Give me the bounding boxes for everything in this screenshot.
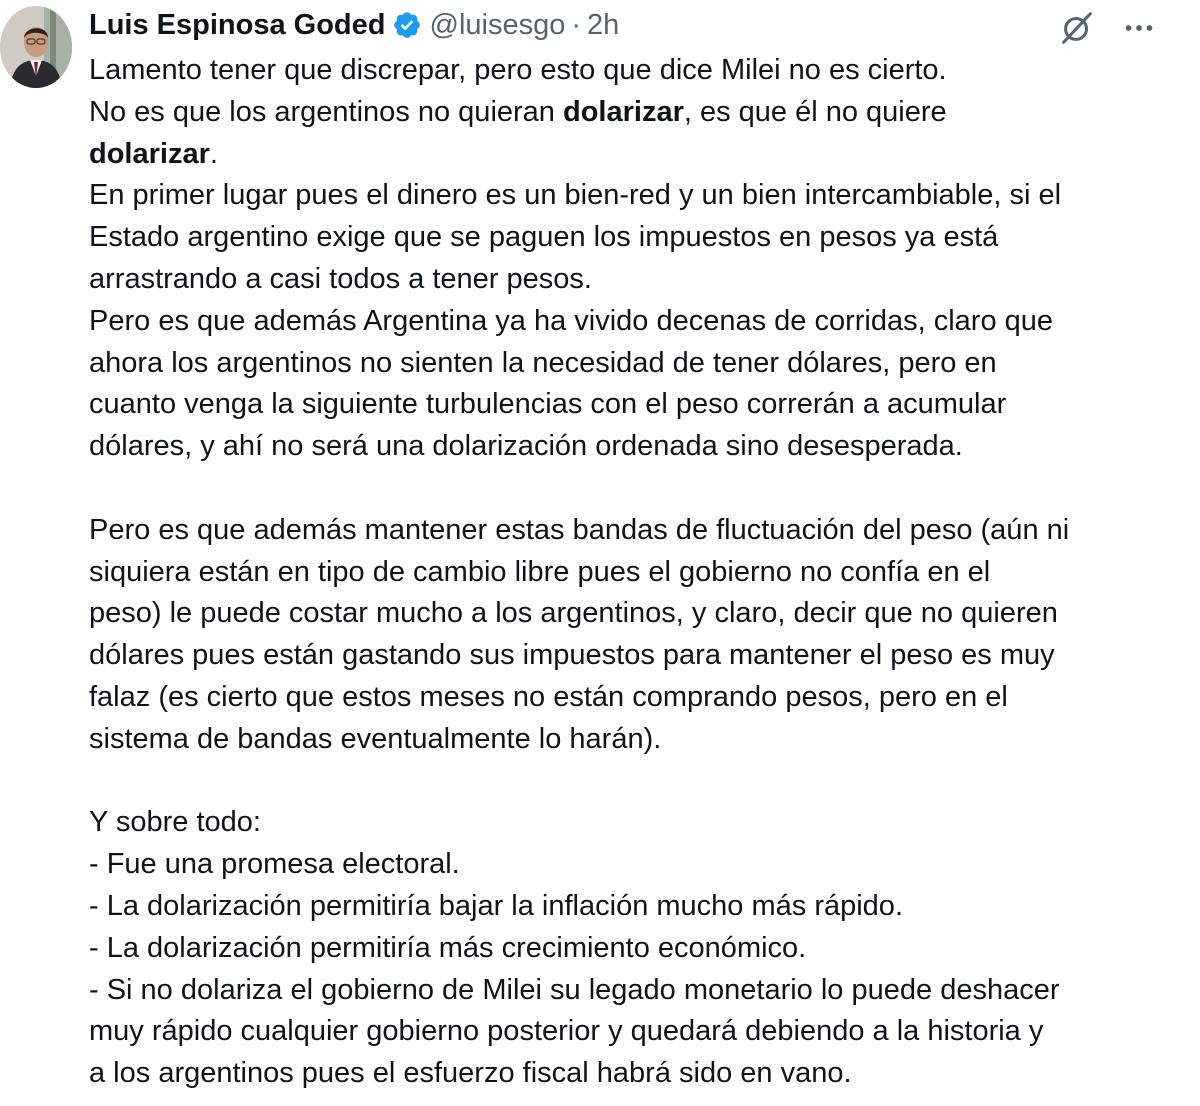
more-options-icon[interactable] — [1119, 8, 1159, 48]
tweet-line: Estado argentino exige que se paguen los impuestos en pesos ya está — [89, 221, 999, 254]
bold-term: dolarizar — [562, 95, 684, 128]
author-handle[interactable]: @luisesgo — [429, 9, 566, 41]
author-name[interactable]: Luis Espinosa Goded — [89, 9, 386, 41]
tweet-line — [89, 92, 1189, 134]
tweet-text-segment: . — [209, 137, 218, 170]
header-actions — [1057, 8, 1159, 48]
tweet-line: siquiera están en tipo de cambio libre pues el gobierno no confía en el — [89, 555, 991, 588]
tweet-line: muy rápido cualquier gobierno posterior y quedará debiendo a la historia y — [89, 1015, 1044, 1048]
tweet-line: sistema de bandas eventualmente lo harán). — [89, 722, 662, 755]
grok-icon[interactable] — [1057, 8, 1097, 48]
tweet-line: - La dolarización permitiría más crecimiento económico. — [89, 931, 807, 964]
tweet-timestamp[interactable]: 2h — [587, 9, 620, 41]
tweet-line: dólares pues están gastando sus impuestos para mantener el peso es muy — [89, 639, 1055, 672]
paragraph-gap — [89, 468, 1189, 510]
tweet-line: Pero es que además mantener estas bandas de fluctuación del peso (aún ni — [89, 513, 1070, 546]
tweet-text-segment: No es que los argentinos no quieran — [89, 95, 563, 128]
verified-badge-icon[interactable] — [392, 10, 422, 40]
avatar[interactable] — [0, 6, 72, 88]
tweet-line: ahora los argentinos no sienten la necesidad de tener dólares, pero en — [89, 346, 997, 379]
tweet-line: - Si no dolariza el gobierno de Milei su legado monetario lo puede deshacer — [89, 973, 1060, 1006]
tweet-line: arrastrando a casi todos a tener pesos. — [89, 262, 592, 295]
tweet-line: En primer lugar pues el dinero es un bien-red y un bien intercambiable, si el — [89, 179, 1062, 212]
tweet-text-segment: , es que él no quiere — [683, 95, 947, 128]
tweet-line: - La dolarización permitiría bajar la inflación mucho más rápido. — [89, 889, 903, 922]
tweet-line: Pero es que además Argentina ya ha vivido decenas de corridas, claro que — [89, 304, 1054, 337]
bold-term: dolarizar — [89, 137, 210, 170]
paragraph-gap — [89, 761, 1189, 803]
tweet-line: cuanto venga la siguiente turbulencias con el peso correrán a acumular — [89, 388, 1007, 421]
tweet-content — [89, 0, 1189, 1095]
tweet-line: a los argentinos pues el esfuerzo fiscal habrá sido en vano. — [89, 1057, 852, 1090]
tweet-line: Lamento tener que discrepar, pero esto que dice Milei no es cierto. — [89, 54, 947, 86]
avatar-photo — [0, 6, 72, 88]
tweet-text — [89, 50, 1189, 1095]
tweet-line — [89, 134, 1189, 176]
tweet-line: peso) le puede costar mucho a los argentinos, y claro, decir que no quieren — [89, 597, 1058, 630]
tweet-line: Y sobre todo: — [89, 806, 261, 839]
tweet-line: dólares, y ahí no será una dolarización ordenada sino desesperada. — [89, 430, 963, 463]
tweet-line: - Fue una promesa electoral. — [89, 848, 460, 881]
tweet-header — [89, 0, 1189, 50]
tweet-line: falaz (es cierto que estos meses no están comprando pesos, pero en el — [89, 680, 1008, 713]
header-separator: · — [571, 9, 582, 41]
